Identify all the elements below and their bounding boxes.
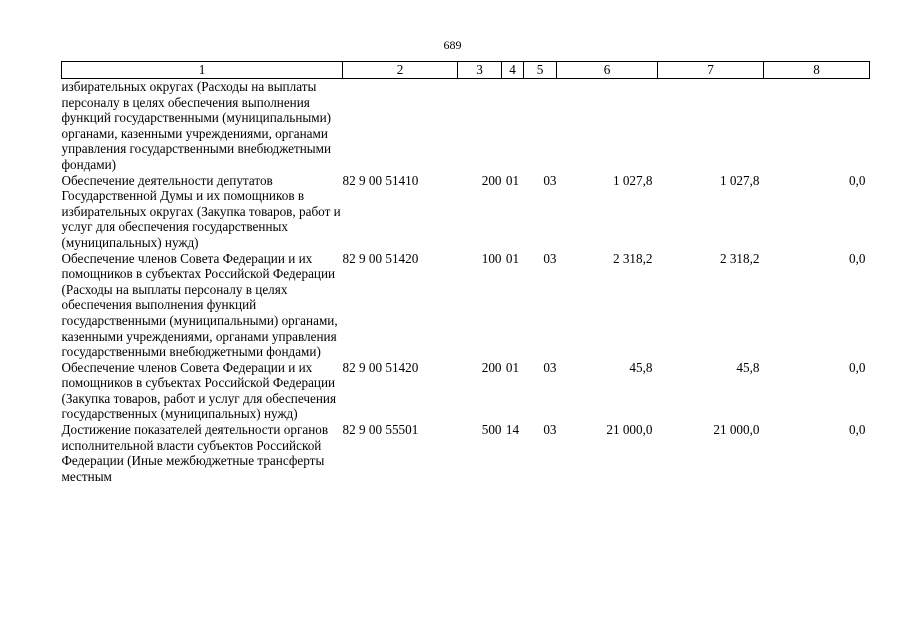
row-subsection <box>524 79 557 173</box>
row-name: Обеспечение членов Совета Федерации и их помощников в субъектах Российской Федерации (Расходы на выплаты персоналу в целях обеспечения выполнения функций государственными (муниципальными) органами, казенными учреждениями, органами управления государственными внебюджетными фондами) <box>61 250 338 360</box>
row-sum-col6: 2 318,2 <box>612 250 653 266</box>
row-sum-col8: 0,0 <box>849 172 866 188</box>
row-name: Обеспечение деятельности депутатов Государственной Думы и их помощников в избирательных округах (Закупка товаров, работ и услуг для обеспечения государственных (муниципальных) нужд) <box>61 172 341 250</box>
row-target-code: 82 9 00 51420 <box>342 359 419 375</box>
column-header-1: 1 <box>62 62 343 79</box>
column-header-2: 2 <box>343 62 458 79</box>
column-header-6: 6 <box>557 62 658 79</box>
table-row <box>62 360 870 422</box>
column-header-7: 7 <box>658 62 764 79</box>
row-sum-col7: 21 000,0 <box>713 422 760 438</box>
row-subsection: 03 <box>543 359 557 375</box>
row-section: 01 <box>505 172 520 188</box>
row-subsection: 03 <box>543 422 557 438</box>
row-name: Обеспечение членов Совета Федерации и их помощников в субъектах Российской Федерации (Закупка товаров, работ и услуг для обеспечения государственных (муниципальных) нужд) <box>61 359 337 422</box>
budget-table <box>61 61 870 484</box>
table-row <box>62 422 870 484</box>
column-header-8: 8 <box>764 62 870 79</box>
row-sum-col6: 1 027,8 <box>612 172 653 188</box>
table-row <box>62 251 870 360</box>
row-sum-col8: 0,0 <box>849 359 866 375</box>
row-sum-col7: 2 318,2 <box>719 250 760 266</box>
row-section: 01 <box>505 359 520 375</box>
row-subsection: 03 <box>543 172 557 188</box>
row-sum-col6 <box>557 79 658 173</box>
row-sum-col6: 21 000,0 <box>606 422 653 438</box>
table-row <box>62 173 870 251</box>
row-sum-col7: 1 027,8 <box>719 172 760 188</box>
row-expense-type: 100 <box>481 250 502 266</box>
table-header <box>62 62 870 79</box>
row-subsection: 03 <box>543 250 557 266</box>
table-body <box>62 79 870 485</box>
row-expense-type: 500 <box>481 422 502 438</box>
row-target-code: 82 9 00 51420 <box>342 250 419 266</box>
row-sum-col8: 0,0 <box>849 422 866 438</box>
column-header-5: 5 <box>524 62 557 79</box>
row-target-code: 82 9 00 51410 <box>342 172 419 188</box>
row-sum-col8 <box>764 79 870 173</box>
column-header-3: 3 <box>458 62 502 79</box>
page-number: 689 <box>443 38 462 52</box>
row-name: Достижение показателей деятельности органов исполнительной власти субъектов Российской Федерации (Иные межбюджетные трансферты местным <box>61 422 329 484</box>
row-expense-type: 200 <box>481 172 502 188</box>
table-row <box>62 79 870 173</box>
row-sum-col7 <box>658 79 764 173</box>
row-target-code: 82 9 00 55501 <box>342 422 419 438</box>
row-section: 14 <box>505 422 520 438</box>
row-name: избирательных округах (Расходы на выплаты персоналу в целях обеспечения выполнения функций государственными (муниципальными) органами, казенными учреждениями, органами управления государственными внебюджетными фондами) <box>61 79 332 172</box>
row-section <box>502 79 524 173</box>
row-expense-type: 200 <box>481 359 502 375</box>
row-expense-type <box>458 79 502 173</box>
header-row <box>62 62 870 79</box>
row-section: 01 <box>505 250 520 266</box>
row-sum-col6: 45,8 <box>629 359 653 375</box>
column-header-4: 4 <box>502 62 524 79</box>
row-sum-col8: 0,0 <box>849 250 866 266</box>
row-sum-col7: 45,8 <box>736 359 760 375</box>
row-target-code <box>343 79 458 173</box>
